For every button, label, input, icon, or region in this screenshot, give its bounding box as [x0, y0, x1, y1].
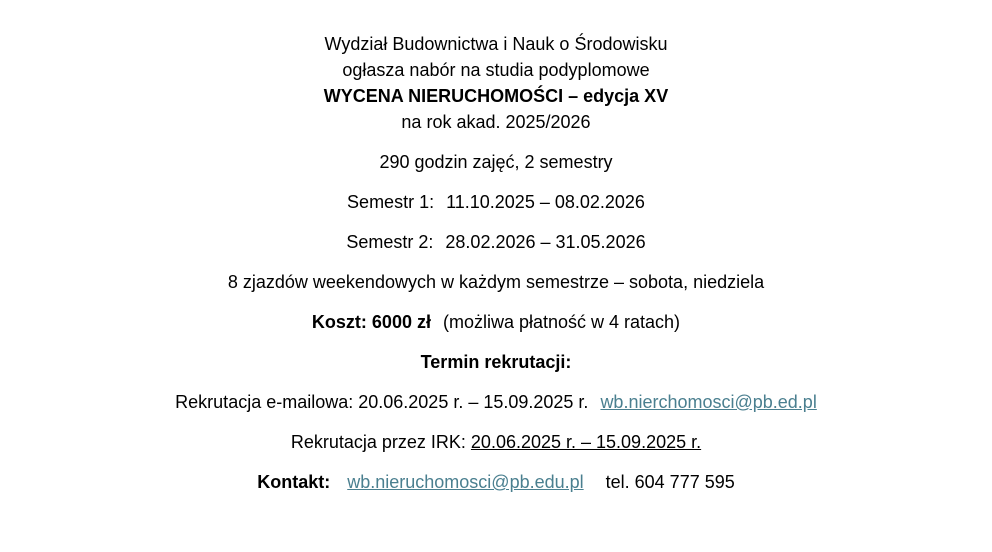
- hours-info: 290 godzin zajęć, 2 semestry: [379, 152, 613, 172]
- contact-email-link[interactable]: wb.nieruchomosci@pb.edu.pl: [347, 472, 584, 492]
- weekends-info: 8 zjazdów weekendowych w każdym semestrze – sobota, niedziela: [227, 272, 765, 292]
- cost-row: [0, 311, 992, 333]
- semester1-row: [0, 191, 992, 213]
- cost-label: Koszt: 6000 zł: [311, 312, 431, 332]
- semester1-label: Semestr 1:: [347, 192, 435, 212]
- academic-year: na rok akad. 2025/2026: [401, 112, 591, 132]
- contact-phone: tel. 604 777 595: [605, 472, 735, 492]
- faculty-name: Wydział Budownictwa i Nauk o Środowisku: [324, 34, 668, 54]
- irk-recruitment-dates[interactable]: 20.06.2025 r. – 15.09.2025 r.: [470, 432, 702, 452]
- contact-label: Kontakt:: [257, 472, 331, 492]
- semester2-row: [0, 231, 992, 253]
- program-title: WYCENA NIERUCHOMOŚCI – edycja XV: [323, 86, 669, 106]
- irk-recruitment-label: Rekrutacja przez IRK:: [290, 432, 466, 452]
- semester1-dates: 11.10.2025 – 08.02.2026: [446, 192, 645, 212]
- cost-note: (możliwa płatność w 4 ratach): [442, 312, 681, 332]
- semester2-dates: 28.02.2026 – 31.05.2026: [445, 232, 646, 252]
- contact-row: [0, 471, 992, 493]
- semester2-label: Semestr 2:: [346, 232, 434, 252]
- email-recruitment-row: [0, 391, 992, 413]
- irk-recruitment-row: [0, 431, 992, 453]
- announcement-text: ogłasza nabór na studia podyplomowe: [342, 60, 650, 80]
- recruitment-email-link[interactable]: wb.nierchomosci@pb.ed.pl: [600, 392, 817, 412]
- email-recruitment-label: Rekrutacja e-mailowa: 20.06.2025 r. – 15.09.2025 r.: [175, 392, 589, 412]
- recruitment-heading: Termin rekrutacji:: [420, 352, 572, 372]
